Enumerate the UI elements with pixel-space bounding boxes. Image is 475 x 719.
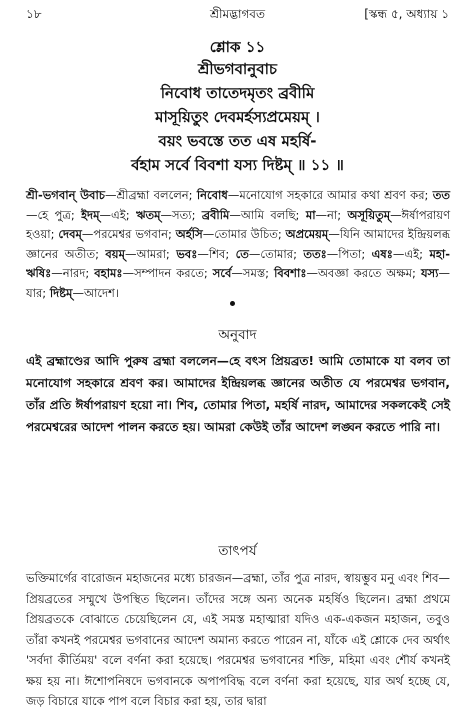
page-header [26,6,449,26]
verse-heading: শ্লোক ১১ [209,38,266,56]
synonym-meaning: —পরমেশ্বর ভগবান; [81,227,176,241]
synonym-word: অর্হসি [175,227,203,241]
synonym-meaning: —শ্রীব্রহ্মা বললেন; [105,188,197,202]
synonym-word: বহামঃ [94,266,123,280]
section-bullet [230,301,235,306]
translation-text: এই ব্রহ্মাণ্ডের আদি পুরুষ ব্রহ্মা বললেন—হে বৎস প্রিয়ব্রত! আমি তোমাকে যা বলব তা মনোযোগ সহকারে শ্রবণ কর। আমাদের ইন্দ্রিয়লব্ধ জ্ঞানের অতীত যে পরমেশ্বর ভগবান, তাঁর প্রতি ঈর্ষাপরায়ণ হয়ো না। শিব, তোমার পিতা, মহর্ষি নারদ, আমাদের সকলকেই সেই পরমেশ্বরের আদেশ পালন করতে হয়। আমরা কেউই তাঁর আদেশ লঙ্ঘন করতে পারি না। [26,354,450,434]
synonym-word: দিষ্টম্ [49,285,73,300]
synonym-word: বয়ম্ [105,246,125,261]
synonym-word: ঋতম্ [135,207,161,222]
synonym-meaning: —আদেশ। [72,285,119,300]
chapter-reference: [স্কন্ধ ৫, অধ্যায় ১ [364,7,449,21]
purport-heading: তাৎপর্য [218,543,257,559]
synonym-meaning: —তোমার; [248,246,304,261]
synonym-meaning: —যার; [26,266,450,300]
verse-line-4: র্বহাম সর্বে বিবশা যস্য দিষ্টম্ ॥ ১১ ॥ [131,156,344,174]
synonym-meaning: —শিব; [197,246,236,261]
synonym-word: ইদম্ [81,207,100,222]
synonym-word: মা [305,207,316,222]
synonym-word: শ্রী-ভগবান্ উবাচ [26,188,105,202]
synonym-word: তত [432,188,450,202]
synonym-meaning: —মনোযোগ সহকারে আমার কথা শ্রবণ কর; [227,188,433,202]
synonym-meaning: —সত্য; [160,207,202,222]
synonym-word: যস্য [420,266,439,280]
synonym-meaning: —এই; [99,207,136,222]
verse-line-3: বয়ং ভবস্তে তত এষ মহর্ষি- [158,132,317,150]
synonym-meaning: —সম্পাদন করতে; [122,266,213,280]
translation-heading: অনুবাদ [218,327,257,343]
synonym-meaning: —ঈর্ষাপরায়ণ হওয়া; [26,207,451,241]
synonym-word: মহা-ঋষিঃ [26,246,450,280]
synonym-meaning: —অবজ্ঞা করতে অক্ষম; [306,266,421,280]
synonym-meaning: —হে পুত্র; [26,207,82,222]
word-for-word-synonyms [26,186,450,303]
verse-line-1: নিবোধ তাতেদমৃতং ব্রবীমি [160,84,315,102]
synonym-meaning: —পিতা; [326,246,372,261]
synonym-word: বিবশাঃ [274,266,307,280]
synonym-word: নিবোধ [196,188,228,202]
synonym-meaning: —না; [315,207,348,222]
synonym-word: ব্রবীমি [201,207,230,222]
synonym-meaning: —যিনি আমাদের ইন্দ্রিয়লব্ধ জ্ঞানের অতীত; [26,227,450,261]
synonym-word: ততঃ [303,246,327,261]
synonym-word: দেবম্ [58,227,82,241]
synonym-word: অসূয়িতুম্ [347,207,391,222]
synonym-meaning: —আমি বলছি; [229,207,306,222]
synonym-word: অপ্রমেয়ম্ [285,227,329,241]
synonym-word: এষঃ [371,246,393,261]
book-title: শ্রীমদ্ভাগবত [209,7,265,21]
verse-line-2: মাসূয়িতুং দেবমর্হস্যপ্রমেয়ম্ । [155,108,320,126]
synonym-meaning: —আমরা; [124,246,177,261]
synonym-meaning: —তোমার উচিত; [202,227,286,241]
synonym-word: সর্বে [212,266,232,280]
verse-speaker: শ্রীভগবানুবাচ [197,60,278,78]
purport-text: ভক্তিমার্গের বারোজন মহাজনের মধ্যে চারজন—ব্রহ্মা, তাঁর পুত্র নারদ, স্বায়ম্ভুব মনু এবং শিব—প্রিয়ব্রতের সম্মুখে উপস্থিত ছিলেন। তাঁদের সঙ্গে অন্য অনেক মহর্ষিও ছিলেন। ব্রহ্মা প্রথমে প্রিয়ব্রতকে বোঝাতে চেয়েছিলেন যে, এই সমস্ত মহাত্মারা যদিও এক-একজন মহাজন, তবুও তাঁরা কখনই পরমেশ্বর ভগবানের আদেশ অমান্য করতে পারেন না, যাঁকে এই শ্লোকে দেব অর্থাৎ 'সর্বদা কীর্তিময়' বলে বর্ণনা করা হয়েছে। পরমেশ্বর ভগবানের শক্তি, মহিমা এবং শৌর্য কখনই ক্ষয় হয় না। ঈশোপনিষদে ভগবানকে অপাপবিদ্ধ বলে বর্ণনা করা হয়েছে, যার অর্থ হচ্ছে যে, জড় বিচারে যাকে পাপ বলে বিচার করা হয়, তার দ্বারা [26,571,450,708]
synonym-meaning: —এই; [392,246,430,261]
synonym-word: তে [235,246,249,261]
synonym-word: ভবঃ [176,246,198,261]
synonym-meaning: —সমস্ত; [231,266,275,280]
synonym-meaning: —নারদ; [51,266,95,280]
page-number: ১৮ [26,7,42,21]
